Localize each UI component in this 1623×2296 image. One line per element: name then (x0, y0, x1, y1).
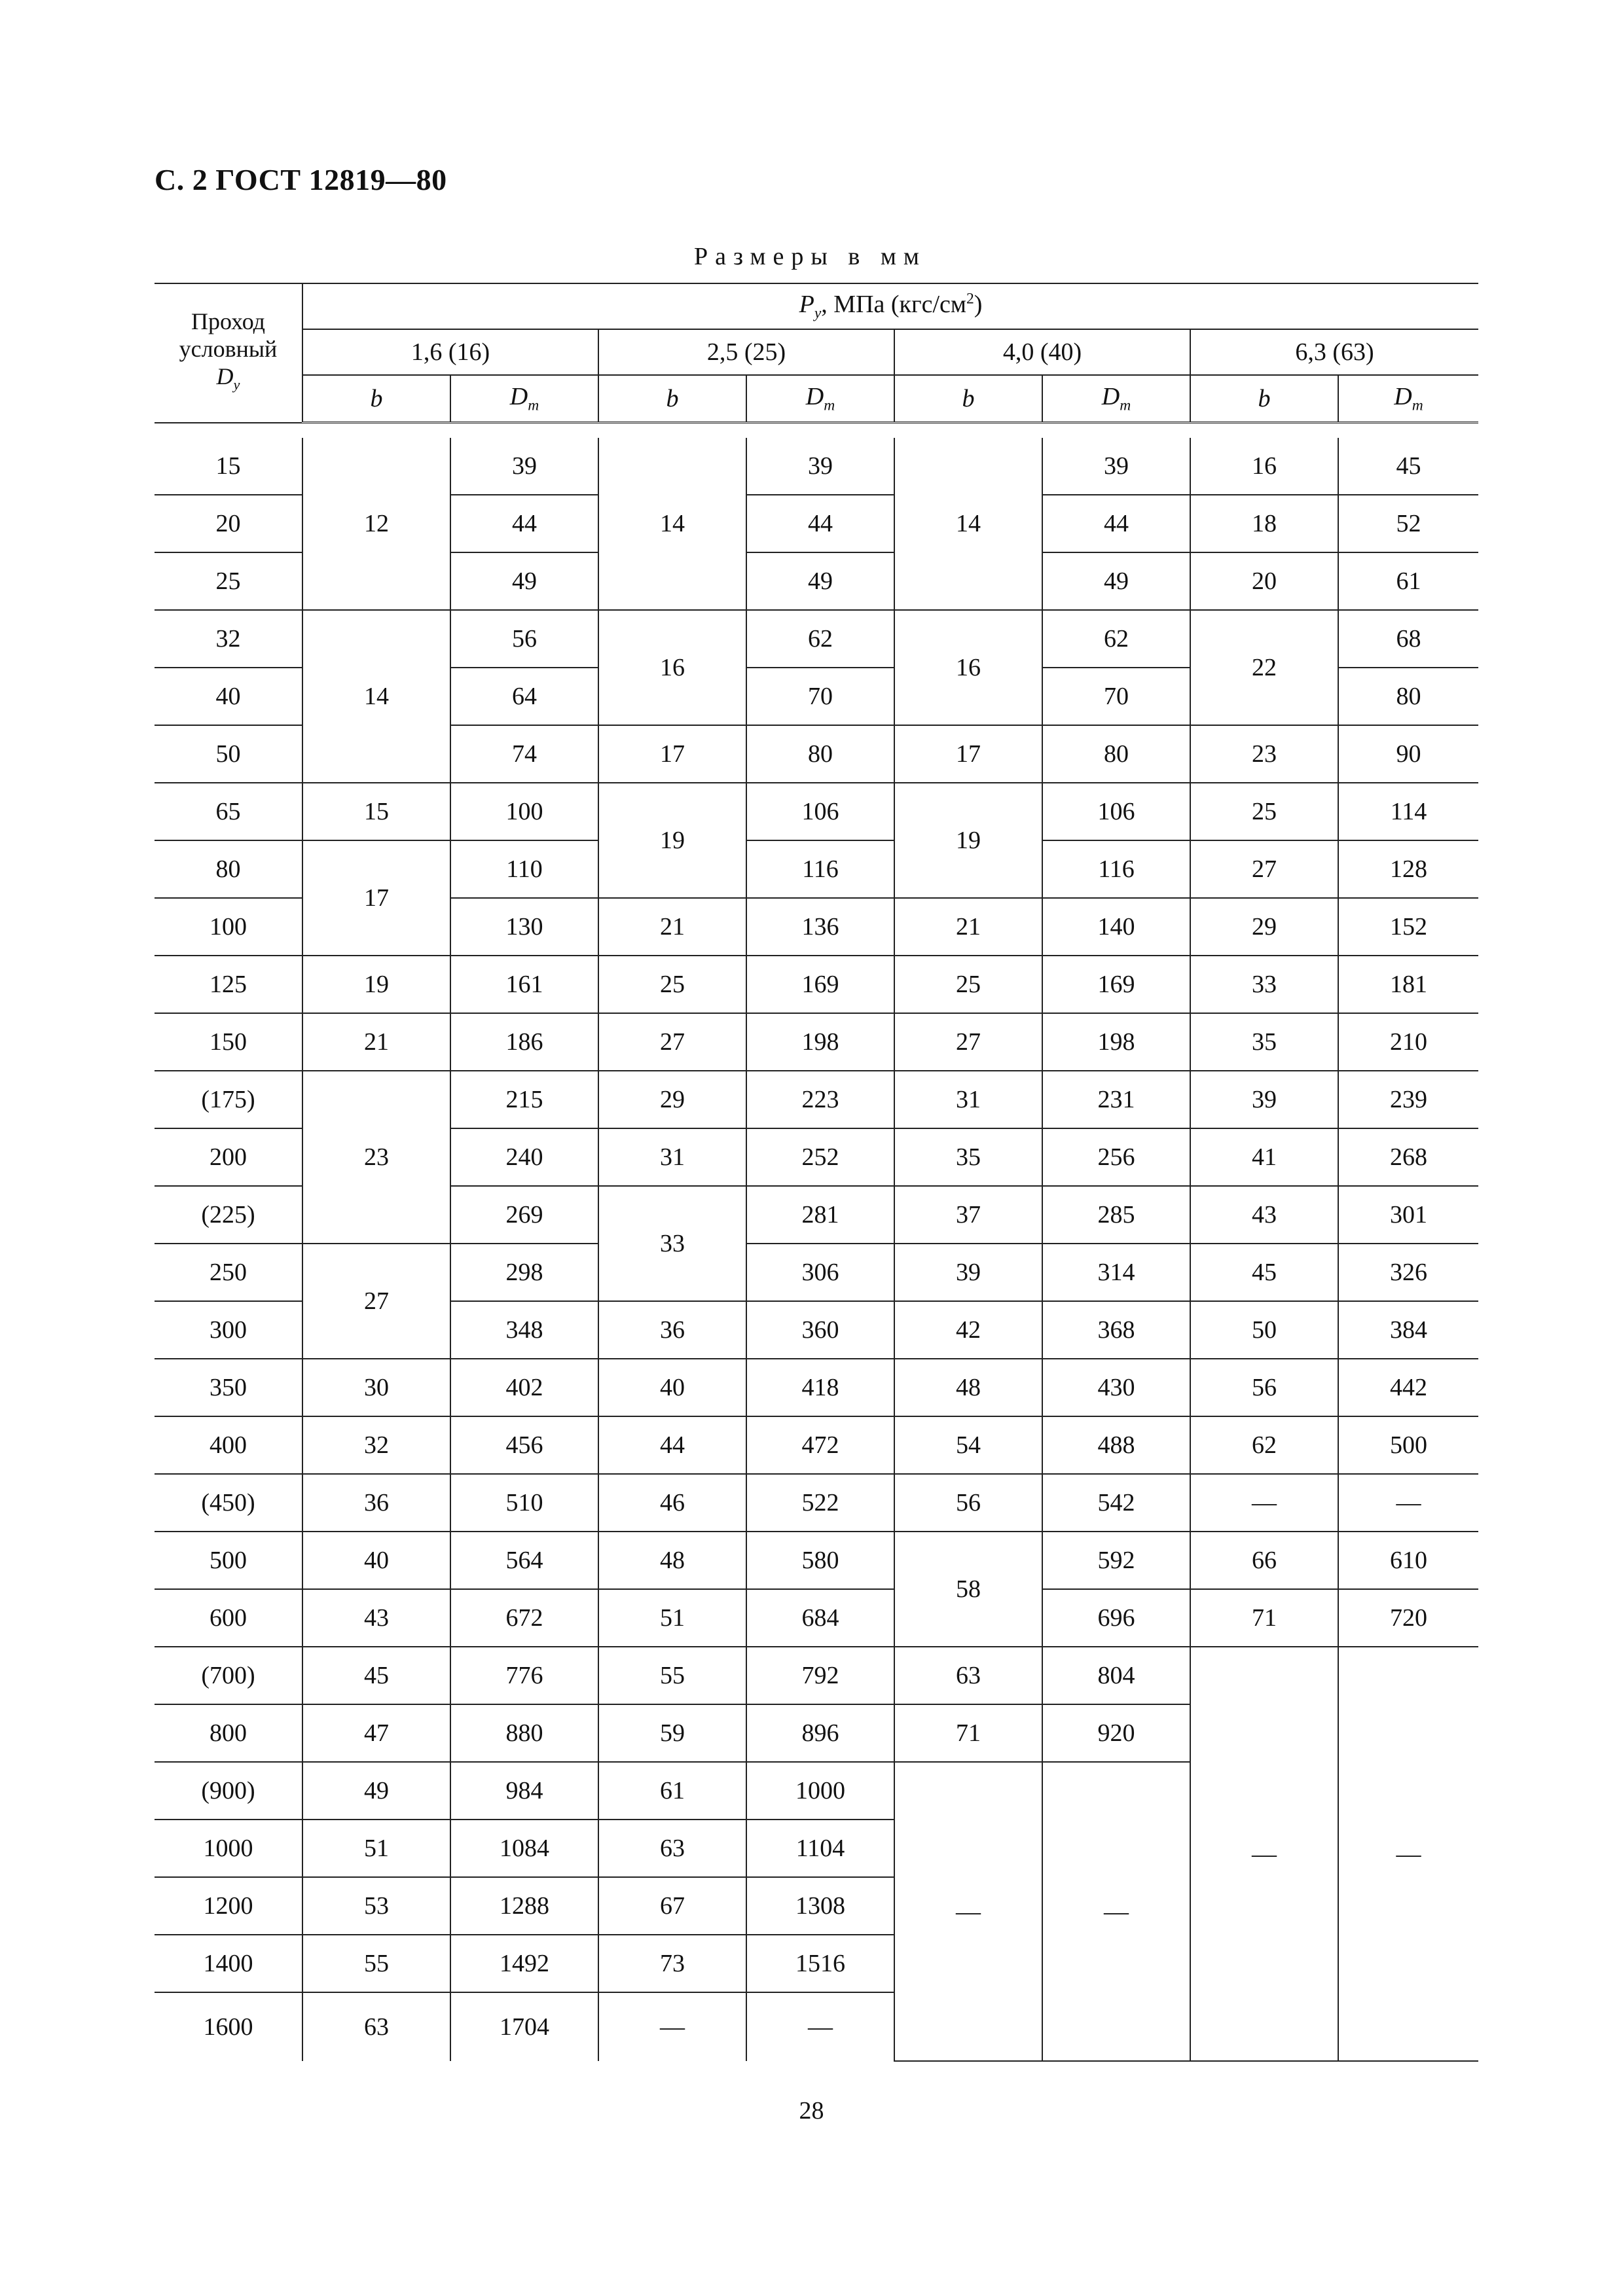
table-cell: 39 (1042, 438, 1190, 495)
table-cell: 17 (302, 840, 450, 956)
table-row (155, 1013, 1478, 1071)
table-cell: 31 (894, 1071, 1042, 1128)
nominal-bore-cell: 600 (155, 1589, 302, 1647)
table-cell: 522 (746, 1474, 894, 1532)
table-cell: 40 (302, 1532, 450, 1589)
table-row (155, 1647, 1478, 1704)
table-cell: 35 (894, 1128, 1042, 1186)
table-cell: 21 (894, 898, 1042, 956)
nominal-bore-cell: 500 (155, 1532, 302, 1589)
nominal-bore-cell: (225) (155, 1186, 302, 1244)
b-column-header: b (894, 375, 1042, 423)
table-cell: 776 (450, 1647, 598, 1704)
table-cell: 67 (598, 1877, 746, 1935)
table-cell: 896 (746, 1704, 894, 1762)
table-cell: 1000 (746, 1762, 894, 1820)
nominal-bore-cell: 1600 (155, 1992, 302, 2061)
table-cell: 45 (1338, 438, 1478, 495)
table-cell: 31 (598, 1128, 746, 1186)
nominal-bore-cell: 1400 (155, 1935, 302, 1992)
table-cell: 472 (746, 1416, 894, 1474)
pressure-class-2: 2,5 (25) (598, 329, 894, 375)
table-cell: 39 (894, 1244, 1042, 1301)
table-cell: 684 (746, 1589, 894, 1647)
nominal-bore-header (155, 283, 302, 423)
table-cell: 27 (598, 1013, 746, 1071)
table-row (155, 1416, 1478, 1474)
table-row (155, 956, 1478, 1013)
table-row (155, 610, 1478, 668)
table-cell: 106 (1042, 783, 1190, 840)
nominal-bore-cell: 300 (155, 1301, 302, 1359)
dimensions-table (155, 283, 1478, 2062)
table-cell: 306 (746, 1244, 894, 1301)
table-cell: 27 (1190, 840, 1338, 898)
table-cell: 17 (598, 725, 746, 783)
table-cell: 25 (894, 956, 1042, 1013)
table-cell: 14 (302, 610, 450, 783)
table-cell: 63 (302, 1992, 450, 2061)
table-cell: 301 (1338, 1186, 1478, 1244)
nominal-bore-cell: (900) (155, 1762, 302, 1820)
nominal-bore-cell: 20 (155, 495, 302, 552)
table-cell: 672 (450, 1589, 598, 1647)
table-cell: 16 (894, 610, 1042, 725)
table-cell: — (1338, 1647, 1478, 2061)
nominal-bore-symbol: $D_у$ (216, 363, 240, 393)
table-cell: 80 (1042, 725, 1190, 783)
table-cell: 580 (746, 1532, 894, 1589)
table-cell: 592 (1042, 1532, 1190, 1589)
table-cell: 181 (1338, 956, 1478, 1013)
table-cell: 360 (746, 1301, 894, 1359)
table-cell: 51 (302, 1820, 450, 1877)
nominal-bore-cell: 1200 (155, 1877, 302, 1935)
table-cell: 106 (746, 783, 894, 840)
table-cell: 239 (1338, 1071, 1478, 1128)
table-cell: 36 (302, 1474, 450, 1532)
pressure-units-close: ) (974, 291, 983, 319)
dimensions-caption: Размеры в мм (694, 243, 926, 270)
table-cell: 64 (450, 668, 598, 725)
table-cell: 74 (450, 725, 598, 783)
table-cell: 45 (302, 1647, 450, 1704)
table-cell: 215 (450, 1071, 598, 1128)
table-cell: 19 (894, 783, 1042, 898)
table-cell: 14 (598, 438, 746, 610)
table-cell: 314 (1042, 1244, 1190, 1301)
table-cell: 49 (450, 552, 598, 610)
nominal-bore-cell: 40 (155, 668, 302, 725)
table-cell: 161 (450, 956, 598, 1013)
table-cell: 720 (1338, 1589, 1478, 1647)
pressure-class-3: 4,0 (40) (894, 329, 1190, 375)
table-cell: 32 (302, 1416, 450, 1474)
table-cell: 44 (1042, 495, 1190, 552)
table-cell: 43 (302, 1589, 450, 1647)
table-cell: 1492 (450, 1935, 598, 1992)
table-cell: 116 (746, 840, 894, 898)
table-cell: 71 (1190, 1589, 1338, 1647)
table-cell: 16 (598, 610, 746, 725)
table-cell: 430 (1042, 1359, 1190, 1416)
b-column-header: b (1190, 375, 1338, 423)
nominal-bore-label-line1: Проход (191, 308, 265, 334)
table-cell: 128 (1338, 840, 1478, 898)
table-cell: 18 (1190, 495, 1338, 552)
table-cell: 100 (450, 783, 598, 840)
dm-column-header: $D_m$ (746, 375, 894, 423)
table-cell: 51 (598, 1589, 746, 1647)
table-cell: 252 (746, 1128, 894, 1186)
table-cell: 33 (1190, 956, 1338, 1013)
table-cell: 140 (1042, 898, 1190, 956)
pressure-units-sup: 2 (966, 290, 974, 308)
table-cell: — (1190, 1647, 1338, 2061)
table-cell: — (894, 1762, 1042, 2061)
pressure-class-1: 1,6 (16) (302, 329, 598, 375)
table-cell: 62 (1042, 610, 1190, 668)
nominal-bore-cell: 50 (155, 725, 302, 783)
table-row (155, 1532, 1478, 1589)
table-cell: 1308 (746, 1877, 894, 1935)
table-cell: 29 (598, 1071, 746, 1128)
pressure-class-4: 6,3 (63) (1190, 329, 1478, 375)
table-cell: 510 (450, 1474, 598, 1532)
nominal-bore-cell: (175) (155, 1071, 302, 1128)
table-cell: 210 (1338, 1013, 1478, 1071)
table-cell: 63 (894, 1647, 1042, 1704)
pressure-header (302, 283, 1478, 329)
table-cell: 55 (598, 1647, 746, 1704)
table-cell: 402 (450, 1359, 598, 1416)
nominal-bore-cell: 400 (155, 1416, 302, 1474)
table-cell: 500 (1338, 1416, 1478, 1474)
table-row (155, 1071, 1478, 1128)
table-cell: 39 (450, 438, 598, 495)
table-cell: 984 (450, 1762, 598, 1820)
table-cell: 114 (1338, 783, 1478, 840)
dm-column-header: $D_m$ (450, 375, 598, 423)
table-cell: 63 (598, 1820, 746, 1877)
table-cell: 44 (746, 495, 894, 552)
table-row (155, 1474, 1478, 1532)
table-cell: 53 (302, 1877, 450, 1935)
table-cell: 442 (1338, 1359, 1478, 1416)
table-cell: 256 (1042, 1128, 1190, 1186)
table-row (155, 1589, 1478, 1647)
page-number: 28 (799, 2097, 824, 2125)
table-row (155, 1244, 1478, 1301)
table-cell: 20 (1190, 552, 1338, 610)
table-cell: 35 (1190, 1013, 1338, 1071)
table-cell: 58 (894, 1532, 1042, 1647)
table-cell: 14 (894, 438, 1042, 610)
table-cell: 21 (302, 1013, 450, 1071)
table-body (155, 438, 1478, 2061)
table-cell: 1084 (450, 1820, 598, 1877)
table-cell: 56 (894, 1474, 1042, 1532)
table-cell: 66 (1190, 1532, 1338, 1589)
table-cell: 169 (746, 956, 894, 1013)
table-cell: 49 (302, 1762, 450, 1820)
table-cell: 46 (598, 1474, 746, 1532)
dimensions-table-wrapper (155, 283, 1478, 2062)
table-cell: 186 (450, 1013, 598, 1071)
table-cell: 80 (1338, 668, 1478, 725)
table-cell: 90 (1338, 725, 1478, 783)
nominal-bore-cell: 200 (155, 1128, 302, 1186)
pressure-units: , МПа (кгс/см (821, 291, 966, 319)
table-cell: 48 (598, 1532, 746, 1589)
table-cell: 44 (598, 1416, 746, 1474)
table-cell: 80 (746, 725, 894, 783)
table-cell: 564 (450, 1532, 598, 1589)
table-cell: 269 (450, 1186, 598, 1244)
nominal-bore-cell: 25 (155, 552, 302, 610)
table-cell: 61 (1338, 552, 1478, 610)
nominal-bore-cell: 350 (155, 1359, 302, 1416)
table-cell: 43 (1190, 1186, 1338, 1244)
table-cell: 231 (1042, 1071, 1190, 1128)
table-cell: 62 (1190, 1416, 1338, 1474)
table-cell: — (1042, 1762, 1190, 2061)
table-cell: 285 (1042, 1186, 1190, 1244)
table-cell: 23 (1190, 725, 1338, 783)
table-cell: 542 (1042, 1474, 1190, 1532)
table-cell: 1516 (746, 1935, 894, 1992)
pressure-symbol: $P_у$ (799, 291, 822, 322)
nominal-bore-cell: (450) (155, 1474, 302, 1532)
table-cell: 348 (450, 1301, 598, 1359)
table-cell: 62 (746, 610, 894, 668)
dm-column-header: $D_m$ (1042, 375, 1190, 423)
nominal-bore-cell: 1000 (155, 1820, 302, 1877)
table-cell: 198 (746, 1013, 894, 1071)
table-cell: 73 (598, 1935, 746, 1992)
nominal-bore-cell: 80 (155, 840, 302, 898)
nominal-bore-label-line2: условный (179, 335, 278, 362)
table-cell: — (1190, 1474, 1338, 1532)
table-cell: 70 (746, 668, 894, 725)
table-cell: 368 (1042, 1301, 1190, 1359)
table-cell: 610 (1338, 1532, 1478, 1589)
table-cell: 39 (746, 438, 894, 495)
table-cell: 17 (894, 725, 1042, 783)
table-cell: 50 (1190, 1301, 1338, 1359)
table-cell: 33 (598, 1186, 746, 1301)
table-cell: 27 (894, 1013, 1042, 1071)
nominal-bore-cell: 125 (155, 956, 302, 1013)
b-column-header: b (302, 375, 450, 423)
table-row (155, 438, 1478, 495)
nominal-bore-cell: 800 (155, 1704, 302, 1762)
table-cell: — (1338, 1474, 1478, 1532)
table-cell: 49 (1042, 552, 1190, 610)
table-cell: 418 (746, 1359, 894, 1416)
table-cell: 223 (746, 1071, 894, 1128)
table-cell: 268 (1338, 1128, 1478, 1186)
table-cell: 54 (894, 1416, 1042, 1474)
table-cell: 41 (1190, 1128, 1338, 1186)
nominal-bore-cell: 65 (155, 783, 302, 840)
table-cell: 44 (450, 495, 598, 552)
page-header: С. 2 ГОСТ 12819—80 (155, 163, 447, 196)
table-cell: — (598, 1992, 746, 2061)
table-cell: 25 (598, 956, 746, 1013)
table-cell: 45 (1190, 1244, 1338, 1301)
table-row (155, 783, 1478, 840)
table-cell: 1704 (450, 1992, 598, 2061)
dm-column-header: $D_m$ (1338, 375, 1478, 423)
table-cell: 116 (1042, 840, 1190, 898)
table-cell: 12 (302, 438, 450, 610)
table-cell: 696 (1042, 1589, 1190, 1647)
table-cell: 27 (302, 1244, 450, 1359)
table-cell: 48 (894, 1359, 1042, 1416)
table-cell: 152 (1338, 898, 1478, 956)
table-row (155, 1359, 1478, 1416)
table-cell: 22 (1190, 610, 1338, 725)
table-cell: 456 (450, 1416, 598, 1474)
table-cell: 136 (746, 898, 894, 956)
table-cell: 25 (1190, 783, 1338, 840)
table-cell: 326 (1338, 1244, 1478, 1301)
table-cell: 1288 (450, 1877, 598, 1935)
table-cell: 29 (1190, 898, 1338, 956)
table-cell: 36 (598, 1301, 746, 1359)
table-cell: 130 (450, 898, 598, 956)
nominal-bore-cell: 250 (155, 1244, 302, 1301)
table-head (155, 283, 1478, 438)
table-cell: 880 (450, 1704, 598, 1762)
table-cell: 110 (450, 840, 598, 898)
table-cell: 71 (894, 1704, 1042, 1762)
table-cell: 61 (598, 1762, 746, 1820)
table-cell: — (746, 1992, 894, 2061)
table-cell: 240 (450, 1128, 598, 1186)
table-cell: 56 (1190, 1359, 1338, 1416)
table-cell: 42 (894, 1301, 1042, 1359)
nominal-bore-cell: (700) (155, 1647, 302, 1704)
table-cell: 16 (1190, 438, 1338, 495)
table-cell: 59 (598, 1704, 746, 1762)
nominal-bore-cell: 15 (155, 438, 302, 495)
table-cell: 169 (1042, 956, 1190, 1013)
table-cell: 30 (302, 1359, 450, 1416)
table-cell: 37 (894, 1186, 1042, 1244)
table-cell: 15 (302, 783, 450, 840)
table-cell: 52 (1338, 495, 1478, 552)
table-row (155, 840, 1478, 898)
nominal-bore-cell: 100 (155, 898, 302, 956)
table-cell: 19 (302, 956, 450, 1013)
table-cell: 49 (746, 552, 894, 610)
nominal-bore-cell: 150 (155, 1013, 302, 1071)
table-cell: 804 (1042, 1647, 1190, 1704)
table-cell: 281 (746, 1186, 894, 1244)
table-cell: 1104 (746, 1820, 894, 1877)
table-cell: 488 (1042, 1416, 1190, 1474)
table-cell: 792 (746, 1647, 894, 1704)
table-cell: 55 (302, 1935, 450, 1992)
table-cell: 68 (1338, 610, 1478, 668)
table-cell: 40 (598, 1359, 746, 1416)
table-cell: 47 (302, 1704, 450, 1762)
table-cell: 920 (1042, 1704, 1190, 1762)
table-cell: 198 (1042, 1013, 1190, 1071)
table-cell: 21 (598, 898, 746, 956)
b-column-header: b (598, 375, 746, 423)
table-cell: 298 (450, 1244, 598, 1301)
table-cell: 23 (302, 1071, 450, 1244)
table-cell: 39 (1190, 1071, 1338, 1128)
table-cell: 56 (450, 610, 598, 668)
table-cell: 384 (1338, 1301, 1478, 1359)
table-cell: 70 (1042, 668, 1190, 725)
table-cell: 19 (598, 783, 746, 898)
nominal-bore-cell: 32 (155, 610, 302, 668)
